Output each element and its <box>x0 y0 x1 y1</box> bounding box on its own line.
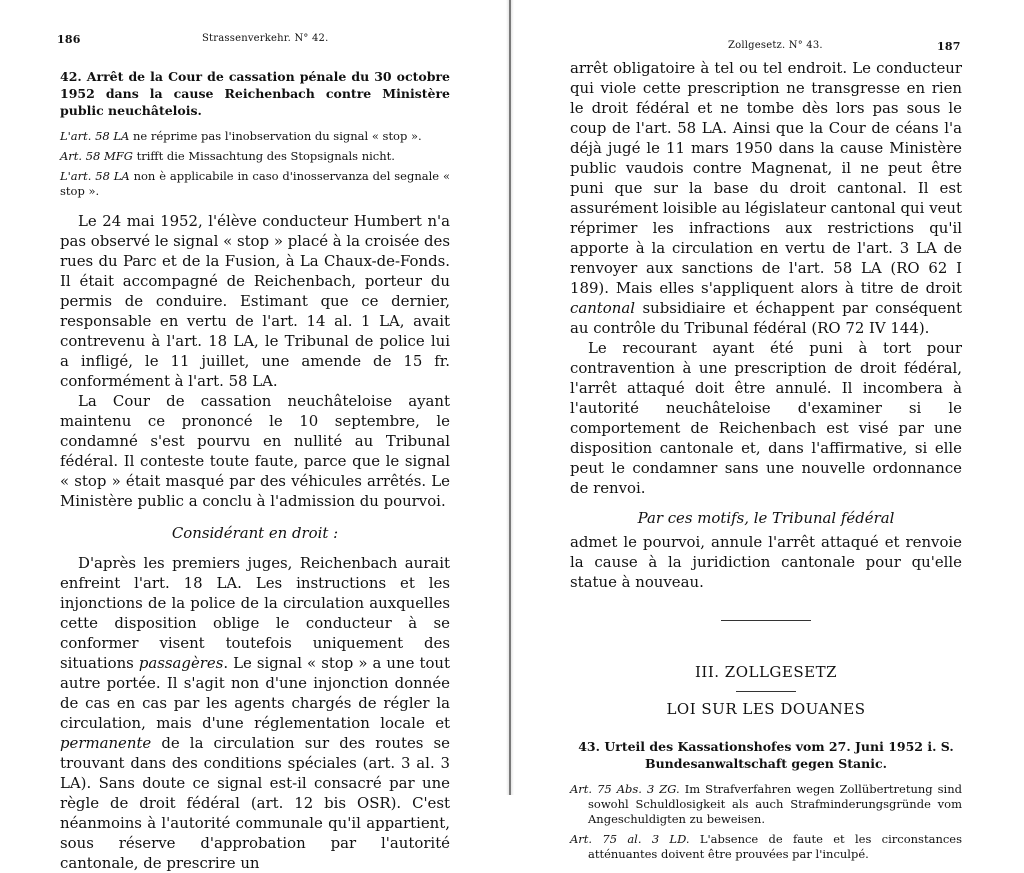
reasoning-text-c: de la circulation sur des routes se trouvant dans des conditions spéciales (art. 3 al. 3 LA). Sans doute ce signal est-il consacré par une règle de droit fédéral (art. 12 bis OSR). C'est néanmoins à l'autorité communale qu'il appartient, sous réserve d'approbation par l'autorité cantonale, de prescrire un <box>60 734 450 872</box>
abstract-ref: L'art. 58 LA <box>60 129 130 143</box>
case-heading: 42. Arrêt de la Cour de cassation pénale du 30 octobre 1952 dans la cause Reichenbach contre Ministère public neuchâtelois. <box>60 69 450 118</box>
running-header <box>570 33 962 53</box>
reasoning-emphasis-2: permanente <box>60 734 152 752</box>
abstract-ref: Art. 75 al. 3 LD. <box>570 832 690 846</box>
reasoning-text-b: subsidiaire et échappent par conséquent au contrôle du Tribunal fédéral (RO 72 IV 144). <box>570 299 962 337</box>
reasoning-emphasis-1: passagères <box>138 654 224 672</box>
abstract-ref: Art. 58 MFG <box>60 149 133 163</box>
abstract-text: non è applicabile in caso d'inosservanza del segnale « stop ». <box>60 169 450 198</box>
abstract-text: ne réprime pas l'inobservation du signal « stop ». <box>129 129 422 143</box>
abstract-text: trifft die Missachtung des Stopsignals nicht. <box>132 149 395 163</box>
left-page <box>57 0 450 872</box>
reasoning-paragraph <box>60 553 450 873</box>
page-number: 186 <box>57 33 81 46</box>
reasoning-text-a: D'après les premiers juges, Reichenbach aurait enfreint l'art. 18 LA. Les instructions et les injonctions de la police de la circulation auxquelles cette disposition oblige le conducteur à se conformer visent toutefois uniquement des situations <box>60 554 450 672</box>
abstracts <box>570 782 962 862</box>
dispositif-paragraph: admet le pourvoi, annule l'arrêt attaqué et renvoie la cause à la juridiction cantonale pour qu'elle statue à nouveau. <box>570 533 962 591</box>
par-ces-motifs-heading: Par ces motifs, le Tribunal fédéral <box>637 509 895 527</box>
conclusion-paragraph: Le recourant ayant été puni à tort pour contravention à une prescription de droit fédéral, l'arrêt attaqué doit être annulé. Il incombera à l'autorité neuchâteloise d'examiner si le comportement de Reichenbach est visé par une disposition cantonale et, dans l'affirmative, si elle peut le condamner sans une nouvelle ordonnance de renvoi. <box>570 339 962 497</box>
book-gutter <box>506 0 514 795</box>
abstract-ref: L'art. 58 LA <box>60 169 130 183</box>
reasoning-emphasis: cantonal <box>570 299 635 317</box>
left-page-content <box>60 68 450 873</box>
abstract-fr <box>570 832 962 862</box>
right-page <box>570 0 962 861</box>
right-page-content <box>570 58 962 867</box>
considerant-heading: Considérant en droit : <box>171 524 339 542</box>
abstract-text: L'absence de faute et les circonstances atténuantes doivent être prouvées par l'inculpé. <box>588 832 962 861</box>
reasoning-continued-paragraph <box>570 58 962 338</box>
running-head-title: Strassenverkehr. N° 42. <box>202 33 329 44</box>
reasoning-text-a: arrêt obligatoire à tel ou tel endroit. Le conducteur qui viole cette prescription ne transgresse en rien le droit fédéral et ne tombe dès lors pas sous le coup de l'art. 58 LA. Ainsi que la Cour de céans l'a déjà jugé le 11 mars 1950 dans la cause Ministère public vaudois contre Magnenat, il ne peut être puni que sur la base du droit cantonal. Il est assurément loisible au législateur cantonal qui veut réprimer les infractions aux restrictions qu'il apporte à la circulation en vertu de l'art. 3 LA de renvoyer aux sanctions de l'art. 58 LA (RO 62 I 189). Mais elles s'appliquent alors à titre de droit <box>570 59 962 297</box>
abstract-fr <box>60 129 450 144</box>
abstracts <box>60 129 450 199</box>
facts-paragraph: Le 24 mai 1952, l'élève conducteur Humbert n'a pas observé le signal « stop » placé à la croisée des rues du Parc et de la Fusion, à La Chaux-de-Fonds. Il était accompagné de Reichenbach, porteur du permis de conduire. Estimant que ce dernier, responsable en vertu de l'art. 14 al. 1 LA, avait contrevenu à l'art. 18 LA, le Tribunal de police lui a infligé, le 11 juillet, une amende de 15 fr. conformément à l'art. 58 LA. <box>60 212 450 390</box>
abstract-de <box>570 782 962 827</box>
section-divider-rule <box>721 620 811 621</box>
section-title: III. ZOLLGESETZ <box>694 663 838 681</box>
running-head-title: Zollgesetz. N° 43. <box>728 40 823 51</box>
abstract-ref: Art. 75 Abs. 3 ZG. <box>570 782 680 796</box>
reasoning-text-b: . Le signal « stop » a une tout autre portée. Il s'agit non d'une injonction donnée de cas en cas par les agents chargés de régler la circulation, mais d'une réglementation locale et <box>60 654 450 732</box>
section-subtitle: LOI SUR LES DOUANES <box>666 700 866 718</box>
title-divider-rule <box>736 691 796 692</box>
abstract-de <box>60 149 450 164</box>
abstract-text: Im Strafverfahren wegen Zollübertretung sind sowohl Schuldlosigkeit als auch Strafminderungsgründe vom Angeschuldigten zu beweisen. <box>588 782 962 826</box>
abstract-it <box>60 169 450 199</box>
running-header <box>57 33 450 47</box>
case-heading: 43. Urteil des Kassationshofes vom 27. Juni 1952 i. S. Bundesanwaltschaft gegen Stanic. <box>578 739 954 771</box>
procedure-paragraph: La Cour de cassation neuchâteloise ayant maintenu ce prononcé le 10 septembre, le condamné s'est pourvu en nullité au Tribunal fédéral. Il conteste toute faute, parce que le signal « stop » était masqué par des véhicules arrêtés. Le Ministère public a conclu à l'admission du pourvoi. <box>60 392 450 510</box>
page-number: 187 <box>937 40 961 53</box>
